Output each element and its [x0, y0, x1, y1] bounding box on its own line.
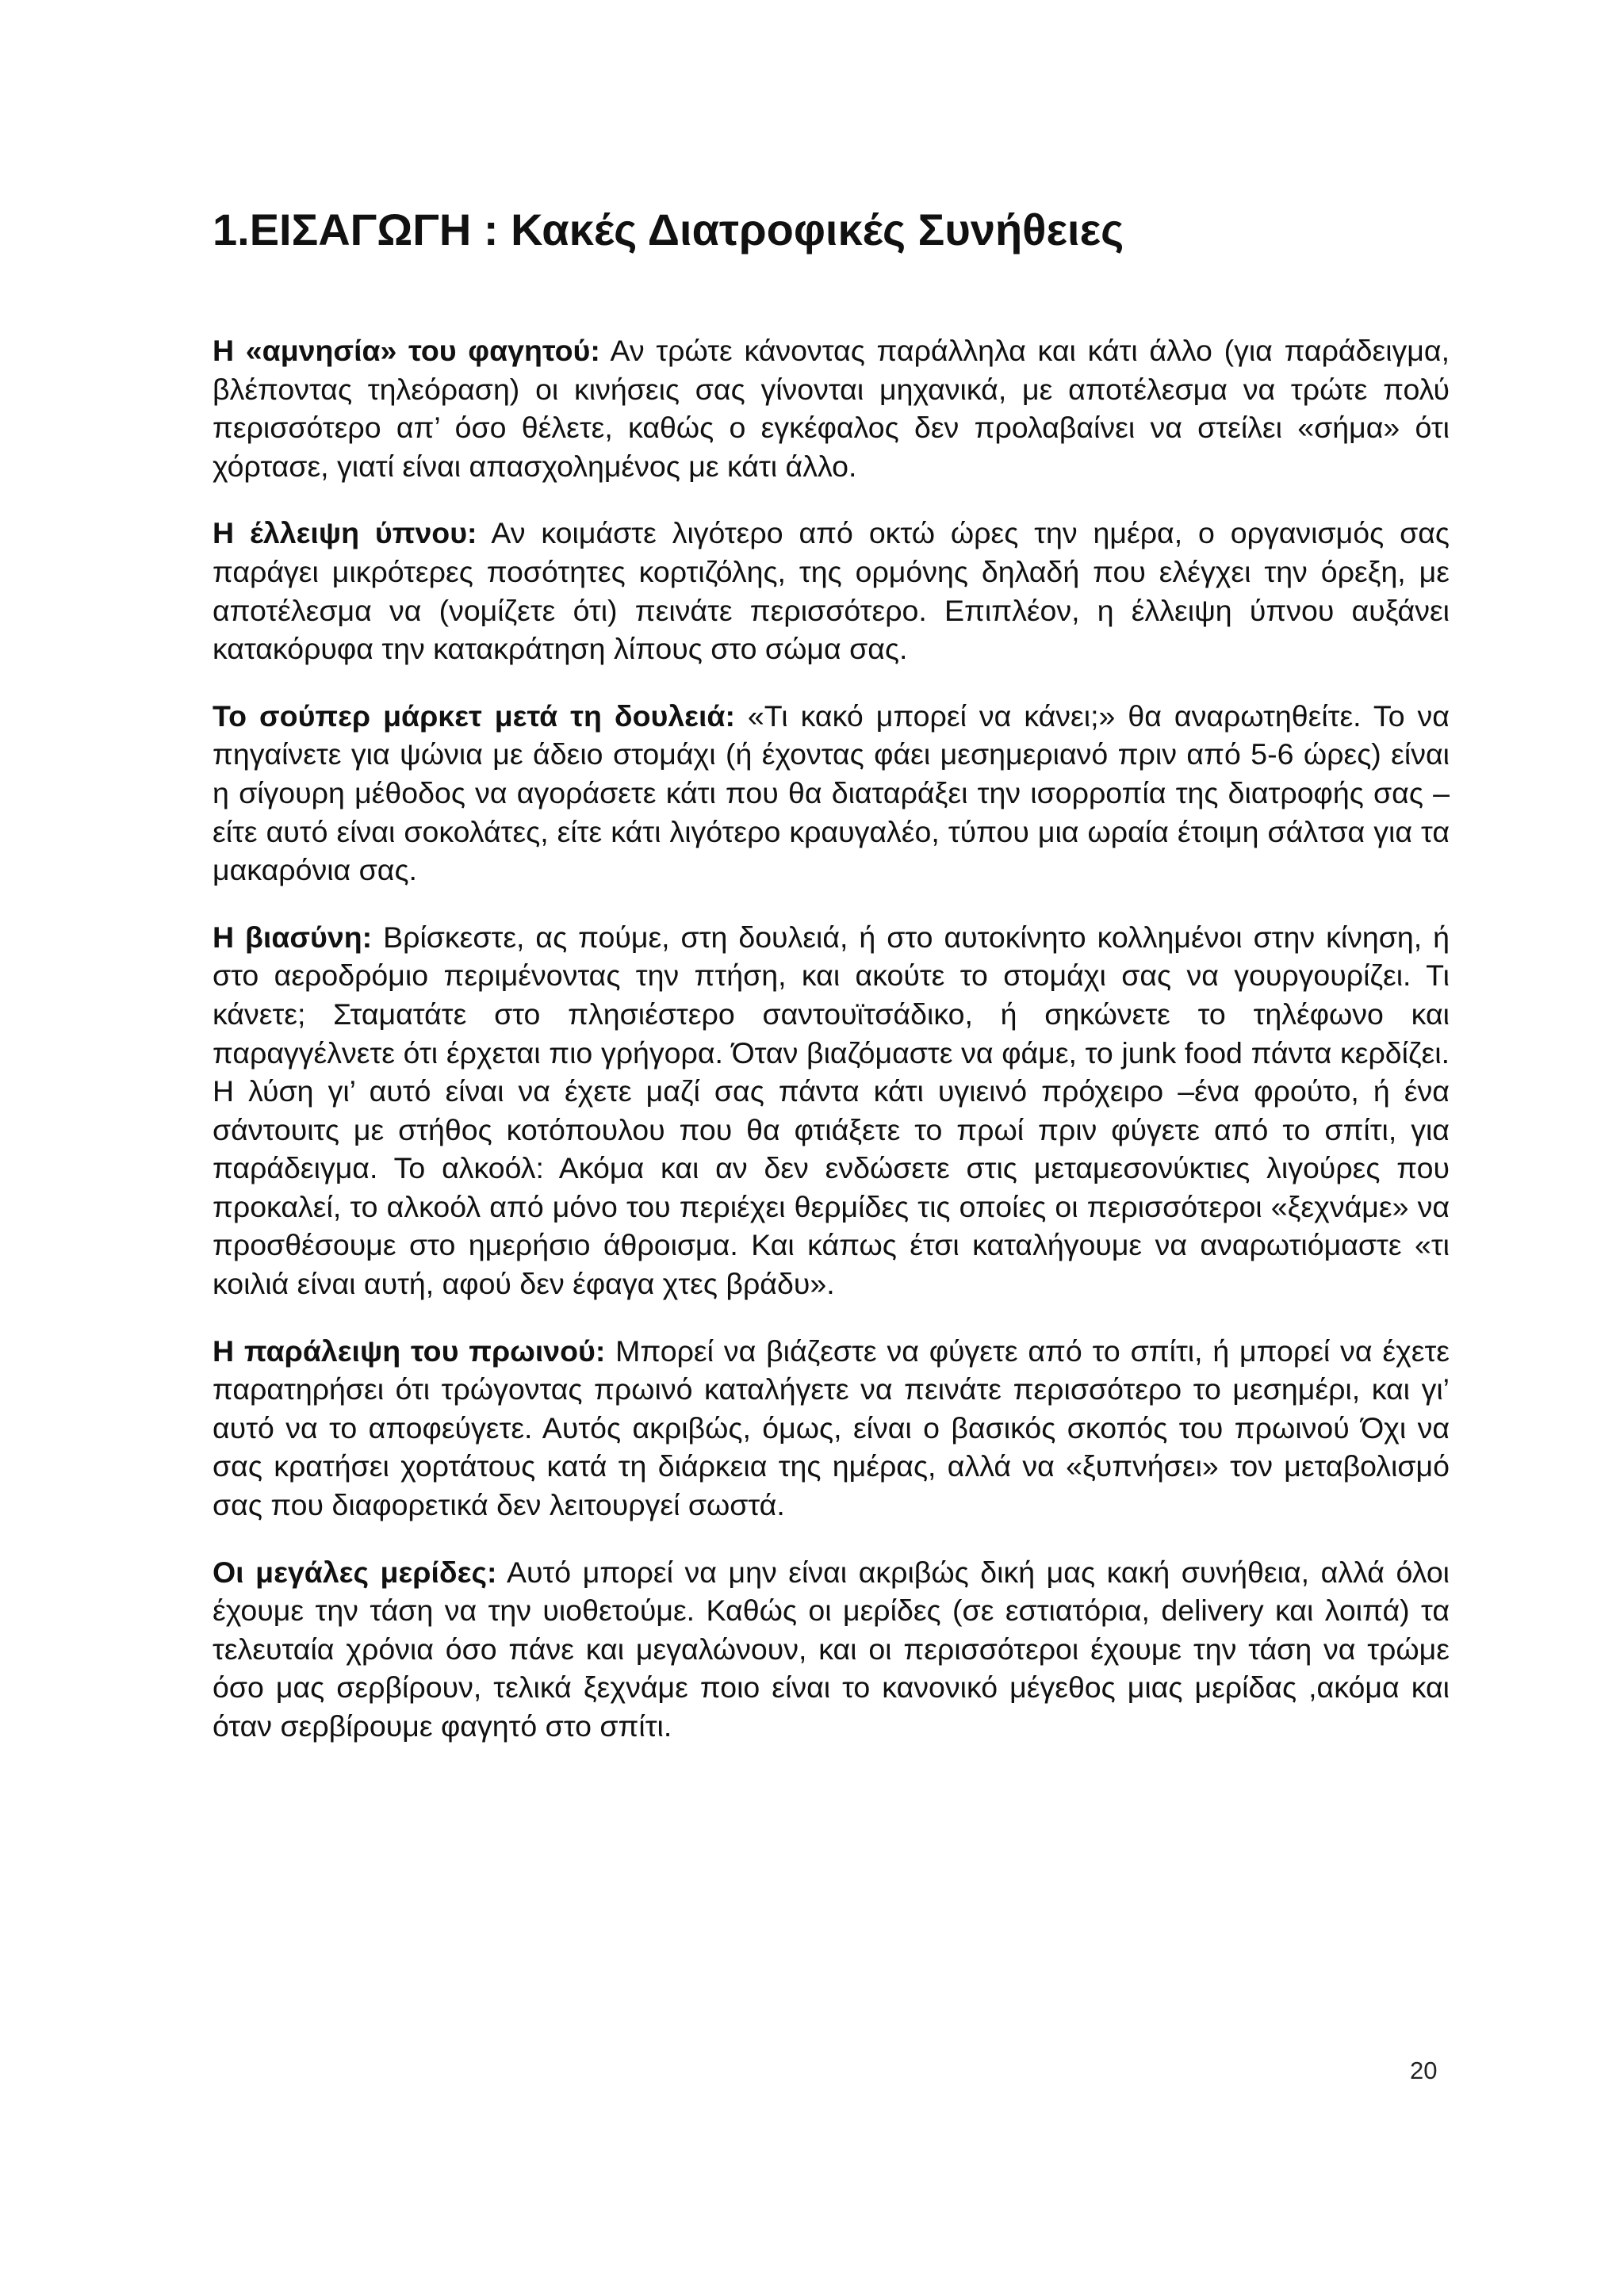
paragraph-skipping-breakfast — [213, 1332, 1450, 1525]
paragraph-large-portions — [213, 1553, 1450, 1746]
page-number: 20 — [1410, 2057, 1438, 2084]
paragraph-supermarket — [213, 697, 1450, 890]
paragraph-haste — [213, 918, 1450, 1303]
paragraph-lead: Το σούπερ μάρκετ μετά τη δουλειά: — [213, 698, 735, 733]
paragraph-food-amnesia — [213, 331, 1450, 485]
paragraph-text: Αν κοιμάστε λιγότερο από οκτώ ώρες την ημέρα, ο οργανισμός σας παράγει μικρότερες ποσότητες κορτιζόλης, της ορμόνης δηλαδή που ελέγχει την όρεξη, με αποτέλεσμα να (νομίζετε ότι) πεινάτε περισσότερο. Επιπλέον, η έλλειψη ύπνου αυξάνει κατακόρυφα την κατακράτηση λίπους στο σώμα σας. — [213, 516, 1450, 666]
paragraph-text: Βρίσκεστε, ας πούμε, στη δουλειά, ή στο αυτοκίνητο κολλημένοι στην κίνηση, ή στο αεροδρόμιο περιμένοντας την πτήση, και ακούτε το στομάχι σας να γουργουρίζει. Τι κάνετε; Σταματάτε στο πλησιέστερο σαντουϊτσάδικο, ή σηκώνετε το τηλέφωνο και παραγγέλνετε ότι έρχεται πιο γρήγορα. Όταν βιαζόμαστε να φάμε, το junk food πάντα κερδίζει. Η λύση γι’ αυτό είναι να έχετε μαζί σας πάντα κάτι υγιεινό πρόχειρο –ένα φρούτο, ή ένα σάντουιτς με στήθος κοτόπουλου που θα φτιάξετε το πρωί πριν φύγετε από το σπίτι, για παράδειγμα. Το αλκοόλ: Ακόμα και αν δεν ενδώσετε στις μεταμεσονύκτιες λιγούρες που προκαλεί, το αλκοόλ από μόνο του περιέχει θερμίδες τις οποίες οι περισσότεροι «ξεχνάμε» να προσθέσουμε στο ημερήσιο άθροισμα. Και κάπως έτσι καταλήγουμε να αναρωτιόμαστε «τι κοιλιά είναι αυτή, αφού δεν έφαγα χτες βράδυ». — [213, 920, 1450, 1301]
body-text — [213, 331, 1450, 1774]
paragraph-text: Αυτό μπορεί να μην είναι ακριβώς δική μας κακή συνήθεια, αλλά όλοι έχουμε την τάση να την υιοθετούμε. Καθώς οι μερίδες (σε εστιατόρια, delivery και λοιπά) τα τελευταία χρόνια όσο πάνε και μεγαλώνουν, και οι περισσότεροι έχουμε την τάση να τρώμε όσο μας σερβίρουν, τελικά ξεχνάμε ποιο είναι το κανονικό μέγεθος μιας μερίδας ,ακόμα και όταν σερβίρουμε φαγητό στο σπίτι. — [213, 1555, 1450, 1743]
paragraph-text: «Τι κακό μπορεί να κάνει;» θα αναρωτηθείτε. Το να πηγαίνετε για ψώνια με άδειο στομάχι (ή έχοντας φάει μεσημεριανό πριν από 5-6 ώρες) είναι η σίγουρη μέθοδος να αγοράσετε κάτι που θα διαταράξει την ισορροπία της διατροφής σας –είτε αυτό είναι σοκολάτες, είτε κάτι λιγότερο κραυγαλέο, τύπου μια ωραία έτοιμη σάλτσα για τα μακαρόνια σας. — [213, 698, 1450, 887]
paragraph-lead: Οι μεγάλες μερίδες: — [213, 1555, 497, 1589]
section-heading: 1.ΕΙΣΑΓΩΓΗ : Κακές Διατροφικές Συνήθειες — [213, 205, 1124, 254]
paragraph-lead: Η «αμνησία» του φαγητού: — [213, 334, 600, 367]
paragraph-lead: Η βιασύνη: — [213, 920, 373, 954]
paragraph-text: Αν τρώτε κάνοντας παράλληλα και κάτι άλλο (για παράδειγμα, βλέποντας τηλεόραση) οι κινήσεις σας γίνονται μηχανικά, με αποτέλεσμα να τρώτε πολύ περισσότερο απ’ όσο θέλετε, καθώς ο εγκέφαλος δεν προλαβαίνει να στείλει «σήμα» ότι χόρτασε, γιατί είναι απασχολημένος με κάτι άλλο. — [213, 334, 1450, 483]
paragraph-text: Μπορεί να βιάζεστε να φύγετε από το σπίτι, ή μπορεί να έχετε παρατηρήσει ότι τρώγοντας πρωινό καταλήγετε να πεινάτε περισσότερο το μεσημέρι, και γι’ αυτό να το αποφεύγετε. Αυτός ακριβώς, όμως, είναι ο βασικός σκοπός του πρωινού Όχι να σας κρατήσει χορτάτους κατά τη διάρκεια της ημέρας, αλλά να «ξυπνήσει» τον μεταβολισμό σας που διαφορετικά δεν λειτουργεί σωστά. — [213, 1334, 1450, 1522]
paragraph-lack-of-sleep — [213, 514, 1450, 668]
paragraph-lead: Η έλλειψη ύπνου: — [213, 516, 477, 550]
paragraph-lead: Η παράλειψη του πρωινού: — [213, 1334, 606, 1368]
